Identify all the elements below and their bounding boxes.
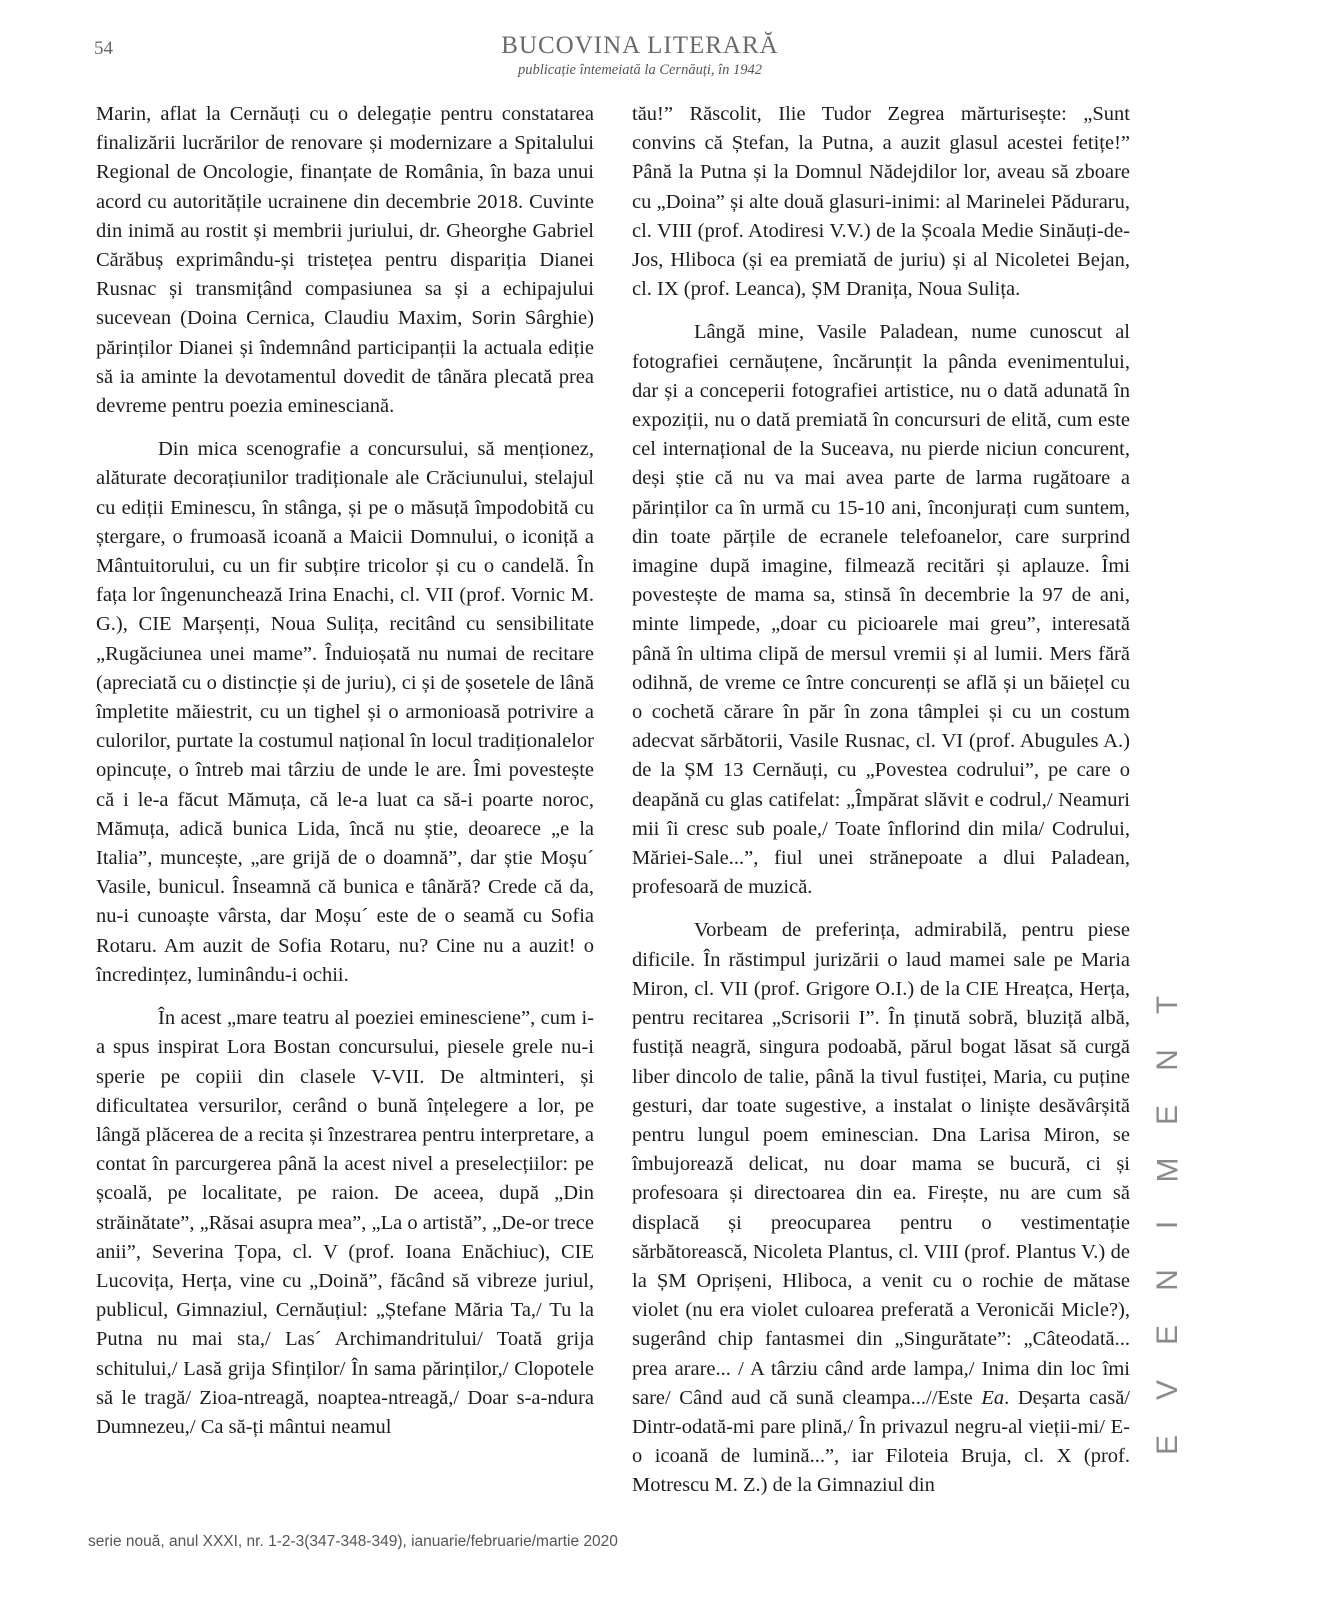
section-label-letter: E bbox=[1150, 1434, 1184, 1456]
right-column bbox=[632, 100, 1130, 1501]
paragraph-text: Vorbeam de preferința, admirabilă, pentru piese dificile. În răstimpul jurizării o laud mamei sale pe Maria Miron, cl. VII (prof. Grigore O.I.) de la CIE Hreațca, Herța, pentru recitarea „Scrisorii I”. În ținută sobră, bluziță albă, fustiță neagră, singura podoabă, părul bogat lăsat să curgă liber dincolo de talie, până la tivul fustiței, Maria, cu puține gesturi, dar toate sugestive, a instalat o liniște desăvârșită pentru lungul poem eminescian. Dna Larisa Miron, se îmbujorează delicat, nu doar mama se bucură, ci și profesoara și directoarea din ea. Firește, nu are cum să displacă și preocuparea pentru o vestimentație sărbătorească, Nicoleta Plantus, cl. VIII (prof. Plantus V.) de la ȘM Oprișeni, Hliboca, a venit cu o rochie de mătase violet (nu era violet culoarea preferată a Veronicăi Micle?), sugerând chip fantasmei din „Singurătate”: „Câteodată... prea arare... / A târziu când arde lampa,/ Inima din loc îmi sare/ Când aud că sună cleampa...//Este bbox=[632, 919, 1130, 1409]
section-label-letter: E bbox=[1150, 1324, 1184, 1346]
paragraph: Lângă mine, Vasile Paladean, nume cunoscut al fotografiei cernăuțene, încărunțit la pânda evenimentului, dar și a conceperii fotografiei artistice, nu o dată adunată în expoziții, nu o dată premiată în concursuri de elită, cum este cel internațional de la Suceava, nu pierde niciun concurent, deși știe că nu va mai avea parte de larma rugătoare a părinților ca în urmă cu 15-10 ani, înconjurați cum suntem, din toate părțile de ecranele telefoanelor, care surprind imagine după imagine, filmează recitări și aplauze. Îmi povestește de mama sa, stinsă în decembrie la 97 de ani, minte limpede, „doar cu picioarele mai greu”, interesată până în ultima clipă de mersul vremii și al lumii. Mers fără odihnă, de vreme ce între concurenți se află și un băiețel cu o cochetă cărare în păr în zona tâmplei și cu un costum adecvat sărbătorii, Vasile Rusnac, cl. VI (prof. Abugules A.) de la ȘM 13 Cernăuți, cu „Povestea codrului”, pe care o deapănă cu glas catifelat: „Împărat slăvit e codrul,/ Neamuri mii îi cresc sub poale,/ Toate înflorind din mila/ Codrului, Măriei-Sale...”, fiul unei strănepoate a dlui Paladean, profesoară de muzică. bbox=[632, 321, 1130, 899]
section-label-letter: E bbox=[1150, 1104, 1184, 1126]
section-label-letter: M bbox=[1151, 1157, 1184, 1183]
footer-issue-info: serie nouă, anul XXXI, nr. 1-2-3(347-348-349), ianuarie/februarie/martie 2020 bbox=[88, 1533, 618, 1550]
italic-word: Ea bbox=[981, 1386, 1005, 1409]
paragraph-text: . Deșarta casă/ Dintr-odată-mi pare plină,/ În privazul negru-al vieții-mi/ E-o icoană de lumină...”, iar Filoteia Bruja, cl. X (prof. Motrescu M. Z.) de la Gimnaziul din bbox=[632, 1386, 1130, 1497]
section-label-letter: V bbox=[1150, 1379, 1184, 1401]
section-label-letter: I bbox=[1151, 1220, 1184, 1230]
paragraph: Marin, aflat la Cernăuți cu o delegație pentru constatarea finalizării lucrărilor de renovare și modernizare a Spitalului Regional de Oncologie, finanțate de România, în baza unui acord cu autoritățile ucrainene din decembrie 2018. Cuvinte din inimă au rostit și membrii juriului, dr. Gheorghe Gabriel Cărăbuș exprimându-și tristețea pentru dispariția Dianei Rusnac și transmițând compasiunea sa și a echipajului sucevean (Doina Cernica, Claudiu Maxim, Sorin Sârghie) părinților Dianei și îndemnând participanții la actuala ediție să ia aminte la devotamentul dovedit de tânăra plecată prea devreme pentru poezia eminesciană. bbox=[96, 103, 594, 418]
journal-subtitle: publicație întemeiată la Cernăuți, în 1942 bbox=[517, 62, 763, 78]
page-number: 54 bbox=[94, 38, 113, 59]
paragraph: În acest „mare teatru al poeziei eminesciene”, cum i-a spus inspirat Lora Bostan concursului, piesele grele nu-i sperie pe copiii din clasele V-VII. De altminteri, și dificultatea versurilor, cerând o bună înțelegere a lor, pe lângă plăcerea de a recita și înzestrarea pentru interpretare, a contat în parcurgerea până la acest nivel a preselecțiilor: pe școală, pe localitate, pe raion. De aceea, după „Din străinătate”, „Răsai asupra mea”, „La o artistă”, „De-or trece anii”, Severina Țopa, cl. V (prof. Ioana Enăchiuc), CIE Lucovița, Herța, vine cu „Doină”, făcând să vibreze juriul, publicul, Gimnaziul, Cernăuțiul: „Ștefane Măria Ta,/ Tu la Putna nu mai sta,/ Las´ Archimandritului/ Toată grija schitului,/ Lasă grija Sfinților/ În sama părinților,/ Clopotele să le tragă/ Zioa-ntreagă, noaptea-ntreagă,/ Doar s-a-ndura Dumnezeu,/ Ca să-ți mântui neamul bbox=[96, 1007, 594, 1438]
section-label-letter: N bbox=[1150, 1049, 1184, 1071]
paragraph: Din mica scenografie a concursului, să menționez, alăturate decorațiunilor tradiționale ale Crăciunului, stelajul cu ediții Eminescu, în stânga, și pe o măsuță împodobită cu ștergare, o frumoasă icoană a Maicii Domnului, o iconiță a Mântuitorului, cu un fir subțire tricolor și cu o candelă. În fața lor îngenunchează Irina Enachi, cl. VII (prof. Vornic M. G.), CIE Marșenți, Noua Sulița, recitând cu sensibilitate „Rugăciunea unei mame”. Înduioșată nu numai de recitare (apreciată cu o distincție și de juriu), ci și de șosetele de lână împletite măiestrit, cu un tighel și o armonioasă potrivire a culorilor, purtate la costumul național în locul tradiționalelor opincuțe, o întreb mai târziu de unde le are. Îmi povestește că i le-a făcut Mămuța, că le-a luat ca să-i poarte noroc, Mămuța, adică bunica Lida, încă nu știe, deoarece „e la Italia”, muncește, „are grijă de o doamnă”, dar știe Moșu´ Vasile, bunicul. Înseamnă că bunica e tânără? Crede că da, nu-i cunoaște vârsta, dar Moșu´ este de o seamă cu Sofia Rotaru. Am auzit de Sofia Rotaru, nu? Cine nu a auzit! o încredințez, luminându-i ochii. bbox=[96, 438, 594, 986]
paragraph: tău!” Răscolit, Ilie Tudor Zegrea mărturisește: „Sunt convins că Ștefan, la Putna, a auzit glasul acestei fetițe!” Până la Putna și la Domnul Nădejdilor lor, aveau să zboare cu „Doina” și alte două glasuri-inimi: al Marinelei Păduraru, cl. VIII (prof. Atodiresi V.V.) de la Școala Medie Sinăuți-de-Jos, Hliboca (și ea premiată de juriu) și al Nicoletei Bejan, cl. IX (prof. Leanca), ȘM Dranița, Noua Sulița. bbox=[632, 103, 1130, 301]
section-label-letter: N bbox=[1150, 1269, 1184, 1291]
section-label-letter: T bbox=[1150, 995, 1184, 1015]
paragraph bbox=[632, 916, 1130, 1500]
section-label bbox=[1150, 990, 1186, 1460]
left-column bbox=[96, 100, 594, 1442]
journal-title: BUCOVINA LITERARĂ bbox=[501, 32, 779, 59]
